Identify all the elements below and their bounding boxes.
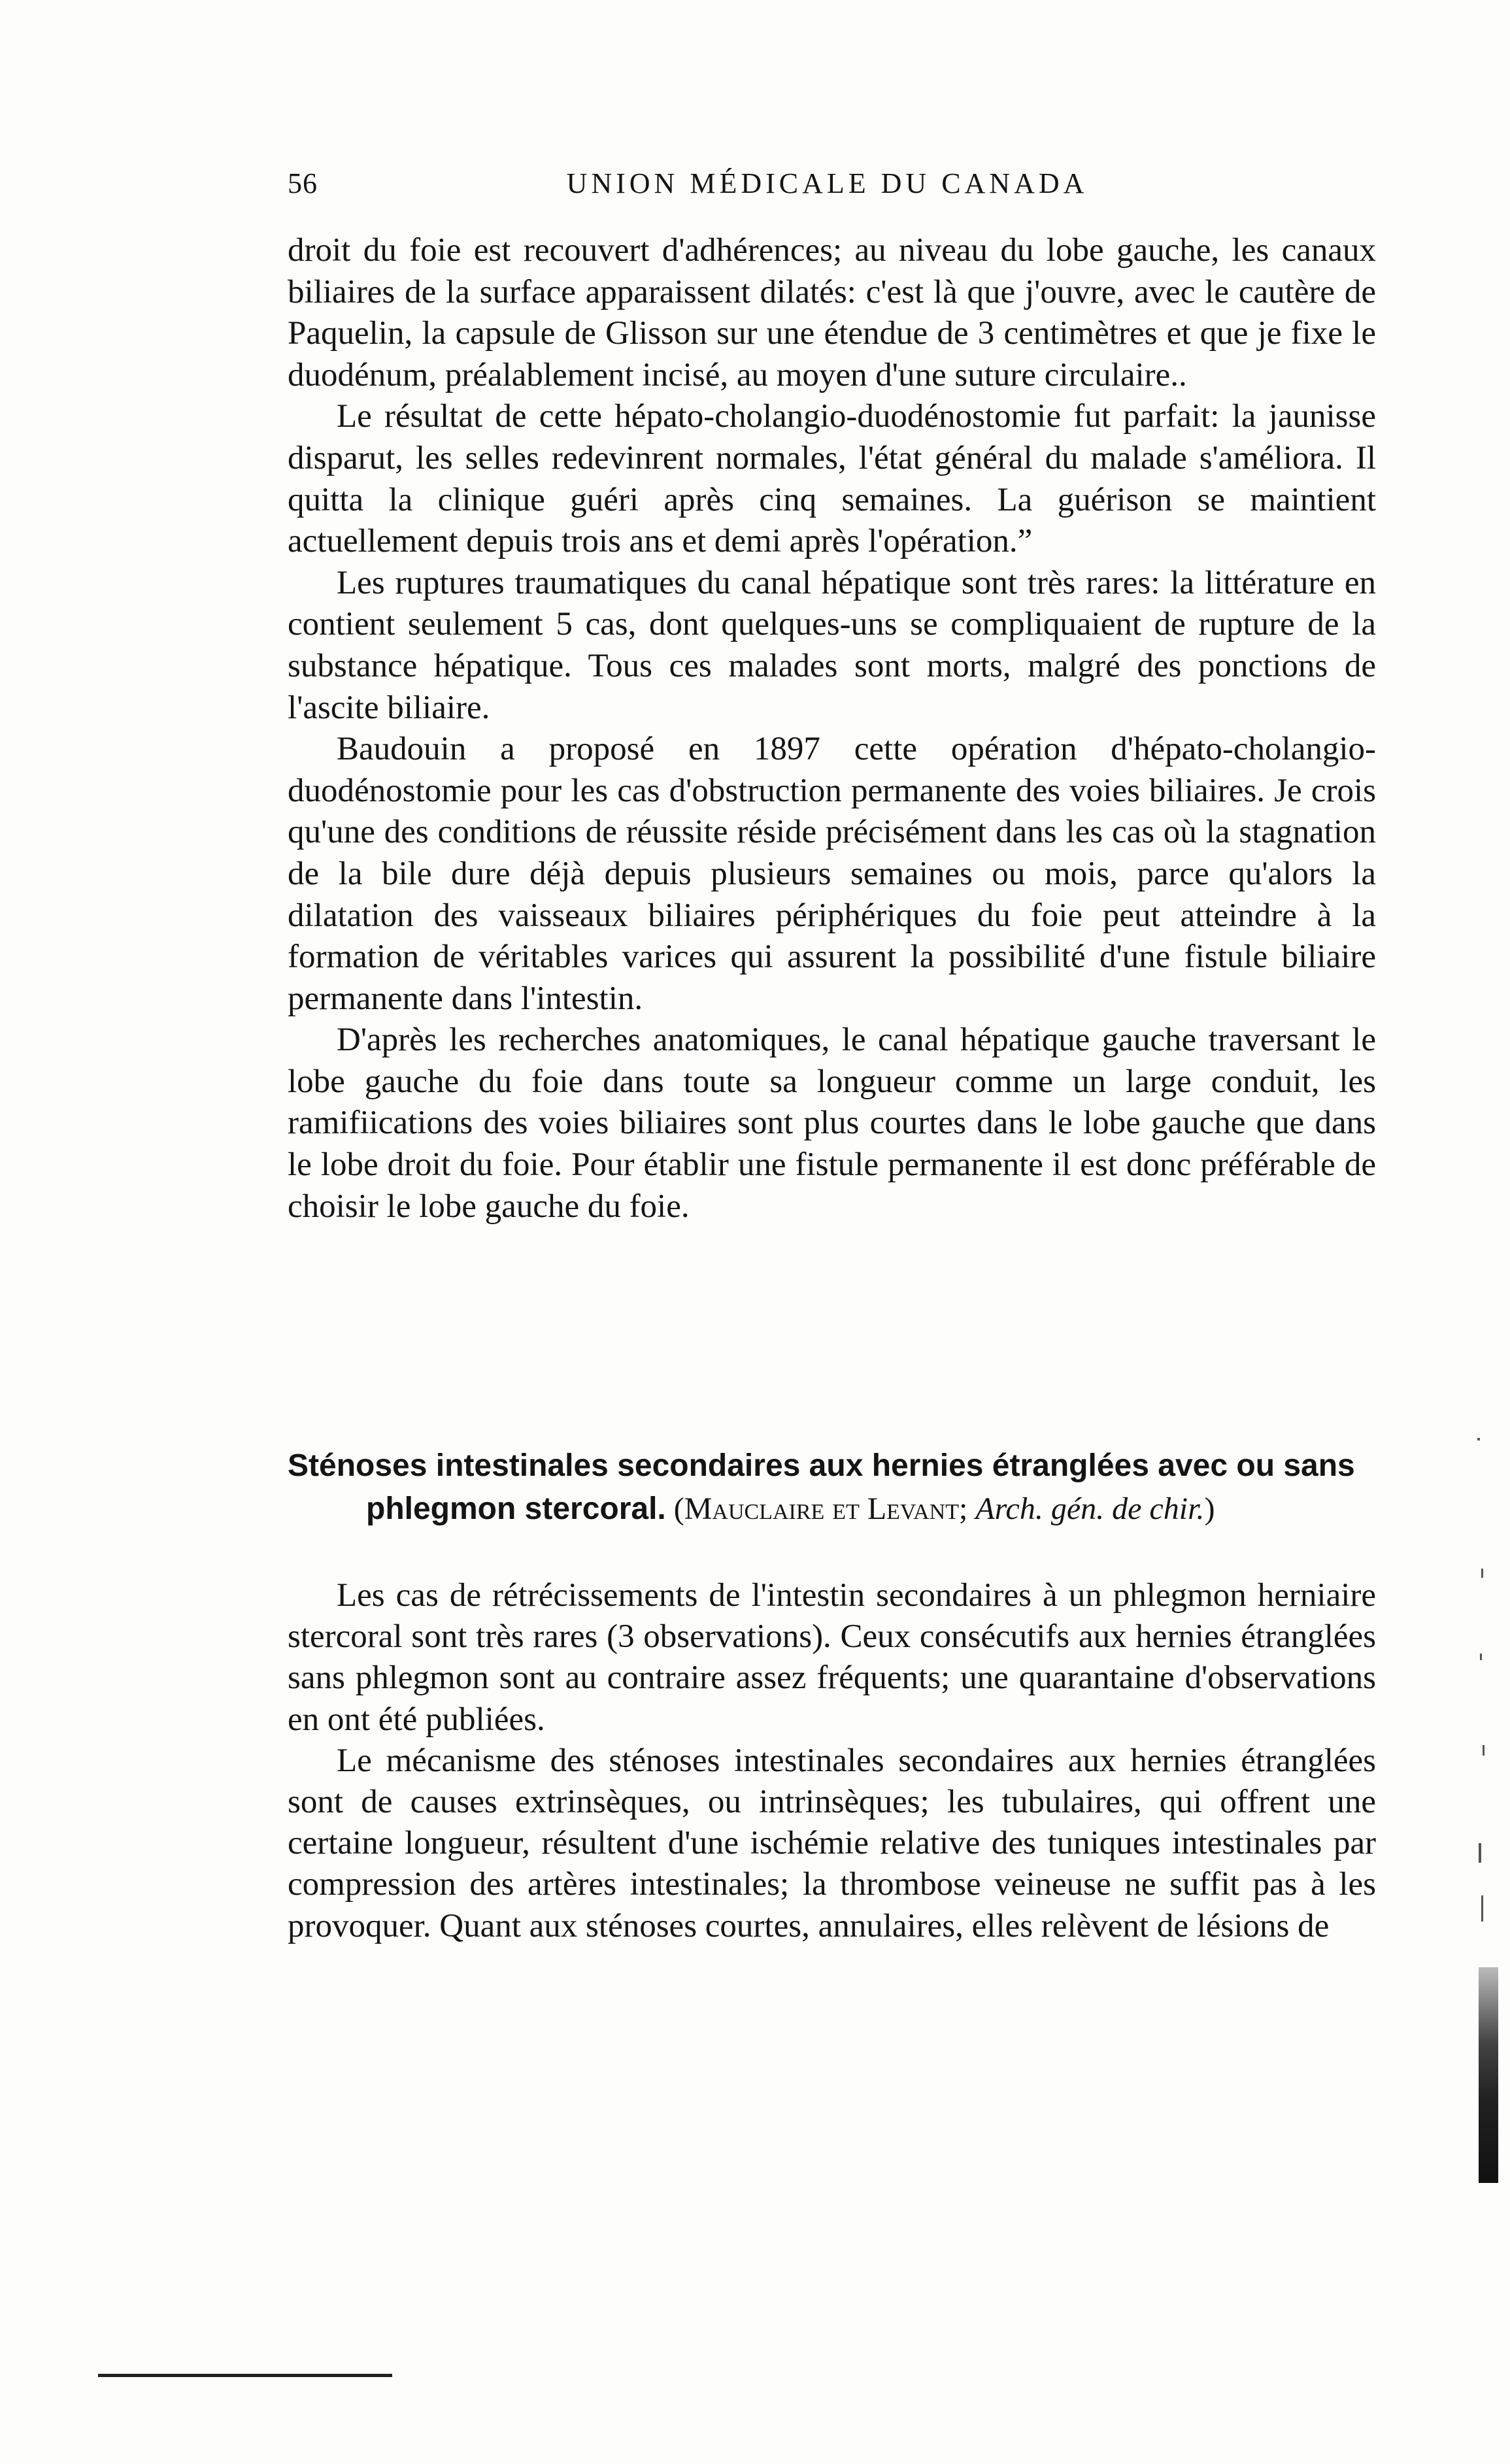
- article-journal: Arch. gén. de chir.: [975, 1491, 1205, 1526]
- article-title-line2: phlegmon stercoral.: [366, 1491, 666, 1526]
- paragraph: Baudouin a proposé en 1897 cette opération d'hépato-cholangio-duodénostomie pour les cas d'obstruction permanente des voies biliaires. Je crois qu'une des conditions de réussite réside précisément dans les cas où la stagnation de la bile dure déjà depuis plusieurs semaines ou mois, parce qu'alors la dilatation des vaisseaux biliaires périphériques du foie peut atteindre à la formation de véritables varices qui assurent la possibilité d'une fistule biliaire permanente dans l'intestin.: [288, 731, 1376, 1017]
- scan-speck: [1483, 1745, 1485, 1756]
- paragraph: Les ruptures traumatiques du canal hépatique sont très rares: la littérature en contient seulement 5 cas, dont quelques-uns se compliquaient de rupture de la substance hépatique. Tous ces malades sont morts, malgré des ponctions de l'ascite biliaire.: [288, 564, 1376, 726]
- scan-speck: [1477, 1438, 1480, 1440]
- paragraph: droit du foie est recouvert d'adhérences; au niveau du lobe gauche, les canaux biliaires de la surface apparaissent dilatés: c'est là que j'ouvre, avec le cautère de Paquelin, la capsule de Glisson sur une étendue de 3 centimètres et que je fixe le duodénum, préalablement incisé, au moyen d'une suture circulaire..: [288, 232, 1376, 393]
- body-text-top: [288, 230, 1376, 1227]
- article-authors: (Mauclaire et Levant;: [673, 1491, 968, 1526]
- running-head: [288, 167, 1376, 206]
- scan-speck: [1480, 1654, 1482, 1660]
- article-title-line1: Sténoses intestinales secondaires aux hernies étranglées avec ou sans: [288, 1448, 1355, 1483]
- body-text-bottom: [288, 1575, 1376, 1947]
- bottom-rule: [98, 2374, 392, 2377]
- page-number: 56: [288, 167, 318, 199]
- running-title: UNION MÉDICALE DU CANADA: [566, 167, 1088, 199]
- article-heading-close: ): [1204, 1491, 1215, 1526]
- paragraph: Le résultat de cette hépato-cholangio-duodénostomie fut parfait: la jaunisse disparut, les selles redevinrent normales, l'état général du malade s'améliora. Il quitta la clinique guéri après cinq semaines. La guérison se maintient actuellement depuis trois ans et demi après l'opération.”: [288, 398, 1376, 560]
- paragraph: Le mécanisme des sténoses intestinales secondaires aux hernies étranglées sont de causes extrinsèques, ou intrinsèques; les tubulaires, qui offrent une certaine longueur, résultent d'une ischémie relative des tuniques intestinales par compression des artères intestinales; la thrombose veineuse ne suffit pas à les provoquer. Quant aux sténoses courtes, annulaires, elles relèvent de lésions de: [288, 1742, 1376, 1944]
- article-title-continuation: [288, 1488, 1376, 1531]
- scan-speck: [1481, 1895, 1483, 1922]
- scan-speck: [1479, 1843, 1481, 1863]
- scan-speck: [1481, 1569, 1483, 1578]
- article-heading: [288, 1444, 1376, 1531]
- paragraph: Les cas de rétrécissements de l'intestin secondaires à un phlegmon herniaire stercoral sont très rares (3 observations). Ceux consécutifs aux hernies étranglées sans phlegmon sont au contraire assez fréquents; une quarantaine d'observations en ont été publiées.: [288, 1577, 1376, 1738]
- paragraph: D'après les recherches anatomiques, le canal hépatique gauche traversant le lobe gauche du foie dans toute sa longueur comme un large conduit, les ramifiications des voies biliaires sont plus courtes dans le lobe gauche que dans le lobe droit du foie. Pour établir une fistule permanente il est donc préférable de choisir le lobe gauche du foie.: [288, 1022, 1376, 1225]
- scan-edge-shadow: [1479, 1967, 1498, 2183]
